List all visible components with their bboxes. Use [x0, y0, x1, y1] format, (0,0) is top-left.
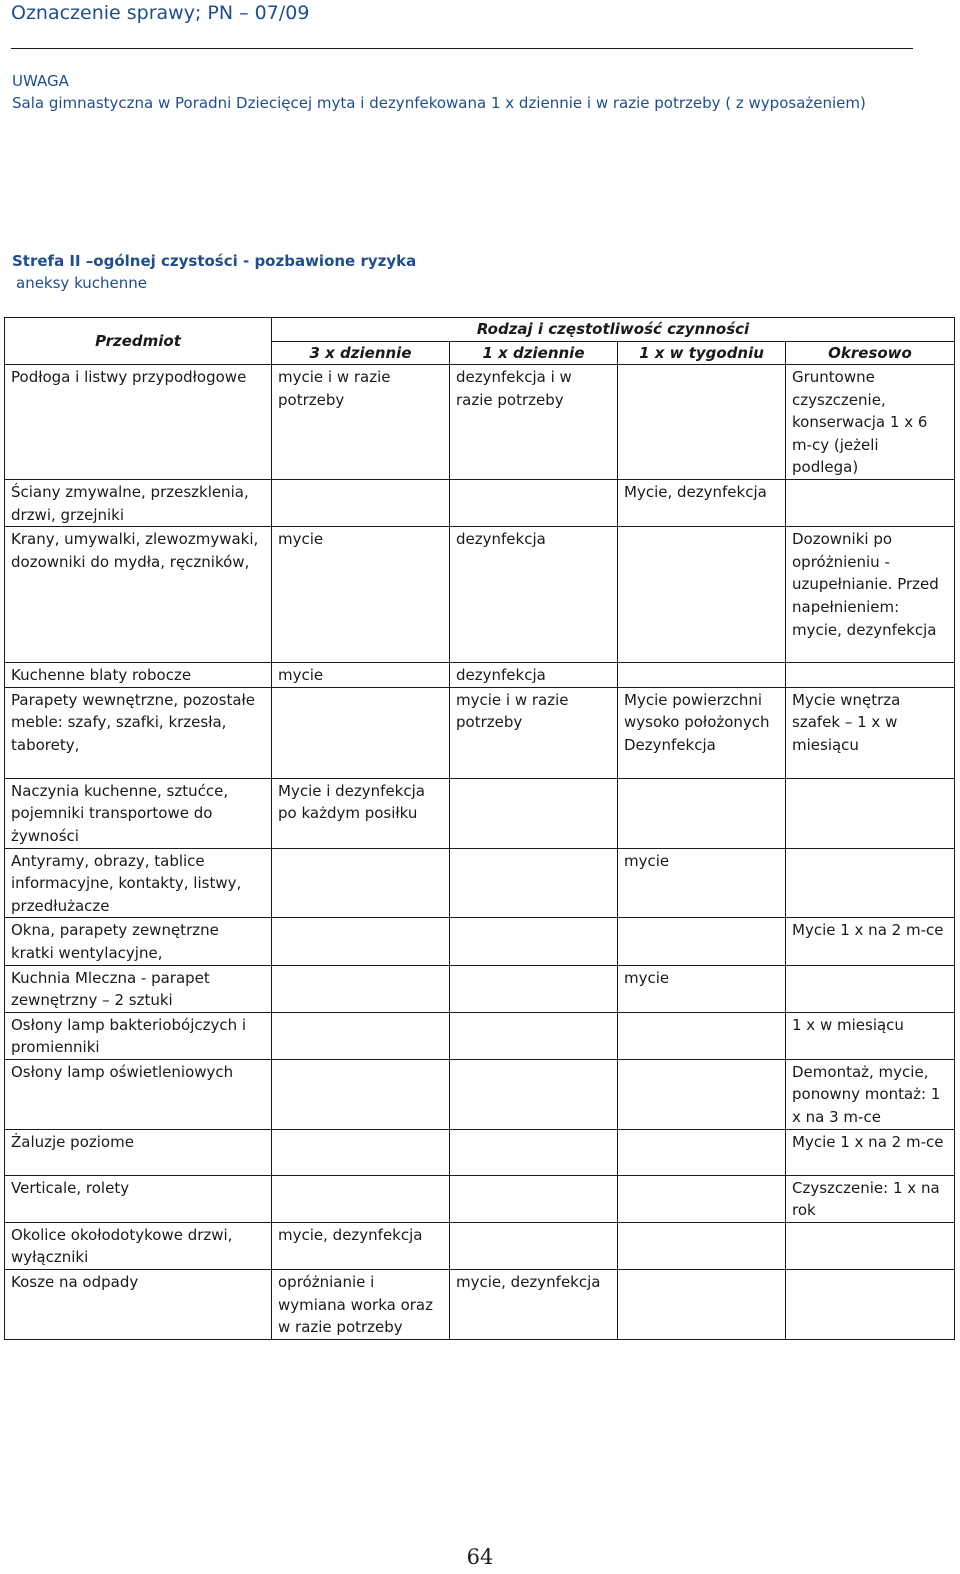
subject-cell: Kuchenne blaty robocze [5, 663, 272, 688]
weekly-cell: Mycie, dezynfekcja [618, 479, 786, 526]
weekly-cell [618, 1222, 786, 1269]
periodic-cell [786, 1270, 955, 1340]
once-daily-cell [450, 1175, 618, 1222]
column-header-3x-daily: 3 x dziennie [272, 342, 450, 365]
weekly-cell [618, 778, 786, 848]
table-row [5, 687, 955, 778]
column-header-weekly: 1 x w tygodniu [618, 342, 786, 365]
note-label: UWAGA [12, 72, 69, 90]
periodic-cell [786, 848, 955, 918]
subject-cell: Osłony lamp oświetleniowych [5, 1059, 272, 1129]
subject-cell: Verticale, rolety [5, 1175, 272, 1222]
three-daily-cell [272, 1175, 450, 1222]
table-header-row [5, 318, 955, 342]
table-row [5, 1222, 955, 1269]
subject-cell: Naczynia kuchenne, sztućce, pojemniki transportowe do żywności [5, 778, 272, 848]
three-daily-cell: opróżnianie i wymiana worka oraz w razie potrzeby [272, 1270, 450, 1340]
subject-cell: Antyramy, obrazy, tablice informacyjne, kontakty, listwy, przedłużacze [5, 848, 272, 918]
periodic-cell: Mycie wnętrza szafek – 1 x w miesiącu [786, 687, 955, 778]
once-daily-cell: dezynfekcja [450, 663, 618, 688]
page-number: 64 [466, 1545, 494, 1569]
table-row [5, 479, 955, 526]
table-row [5, 1059, 955, 1129]
three-daily-cell [272, 1129, 450, 1175]
weekly-cell [618, 1059, 786, 1129]
weekly-cell [618, 1175, 786, 1222]
periodic-cell [786, 663, 955, 688]
weekly-cell [618, 365, 786, 480]
column-header-periodic: Okresowo [786, 342, 955, 365]
periodic-cell: Demontaż, mycie, ponowny montaż: 1 x na 3 m-ce [786, 1059, 955, 1129]
table-row [5, 663, 955, 688]
periodic-cell: Mycie 1 x na 2 m-ce [786, 918, 955, 965]
weekly-cell [618, 663, 786, 688]
once-daily-cell [450, 778, 618, 848]
frequency-group-header: Rodzaj i częstotliwość czynności [272, 318, 955, 342]
subject-cell: Podłoga i listwy przypodłogowe [5, 365, 272, 480]
subject-header: Przedmiot [5, 318, 272, 365]
weekly-cell [618, 1270, 786, 1340]
table-row [5, 965, 955, 1012]
subject-cell: Parapety wewnętrzne, pozostałe meble: szafy, szafki, krzesła, taborety, [5, 687, 272, 778]
zone-title: Strefa II –ogólnej czystości - pozbawione ryzyka [12, 252, 417, 270]
once-daily-cell: mycie i w razie potrzeby [450, 687, 618, 778]
zone-subtitle: aneksy kuchenne [16, 274, 148, 292]
weekly-cell [618, 918, 786, 965]
weekly-cell: Mycie powierzchni wysoko położonych Dezynfekcja [618, 687, 786, 778]
once-daily-cell [450, 918, 618, 965]
weekly-cell: mycie [618, 965, 786, 1012]
three-daily-cell: mycie [272, 527, 450, 663]
weekly-cell [618, 1012, 786, 1059]
once-daily-cell [450, 965, 618, 1012]
subject-cell: Krany, umywalki, zlewozmywaki, dozowniki do mydła, ręczników, [5, 527, 272, 663]
three-daily-cell [272, 918, 450, 965]
subject-cell: Kosze na odpady [5, 1270, 272, 1340]
periodic-cell: 1 x w miesiącu [786, 1012, 955, 1059]
once-daily-cell [450, 479, 618, 526]
periodic-cell: Czyszczenie: 1 x na rok [786, 1175, 955, 1222]
periodic-cell: Mycie 1 x na 2 m-ce [786, 1129, 955, 1175]
case-title: Oznaczenie sprawy; PN – 07/09 [11, 2, 310, 24]
table-row [5, 848, 955, 918]
weekly-cell [618, 1129, 786, 1175]
three-daily-cell: Mycie i dezynfekcja po każdym posiłku [272, 778, 450, 848]
weekly-cell [618, 527, 786, 663]
three-daily-cell [272, 965, 450, 1012]
subject-cell: Okolice okołodotykowe drzwi, wyłączniki [5, 1222, 272, 1269]
once-daily-cell [450, 1059, 618, 1129]
three-daily-cell [272, 479, 450, 526]
once-daily-cell: dezynfekcja i w razie potrzeby [450, 365, 618, 480]
three-daily-cell [272, 848, 450, 918]
periodic-cell: Gruntowne czyszczenie, konserwacja 1 x 6 m-cy (jeżeli podlega) [786, 365, 955, 480]
table-row [5, 527, 955, 663]
once-daily-cell [450, 1012, 618, 1059]
note-text: Sala gimnastyczna w Poradni Dziecięcej myta i dezynfekowana 1 x dziennie i w razie potrzeby ( z wyposażeniem) [12, 94, 866, 112]
subject-cell: Okna, parapety zewnętrzne kratki wentylacyjne, [5, 918, 272, 965]
three-daily-cell [272, 1059, 450, 1129]
three-daily-cell [272, 1012, 450, 1059]
table-row [5, 1175, 955, 1222]
column-header-1x-daily: 1 x dziennie [450, 342, 618, 365]
subject-cell: Ściany zmywalne, przeszklenia, drzwi, grzejniki [5, 479, 272, 526]
subject-cell: Żaluzje poziome [5, 1129, 272, 1175]
once-daily-cell [450, 1222, 618, 1269]
periodic-cell [786, 965, 955, 1012]
once-daily-cell: mycie, dezynfekcja [450, 1270, 618, 1340]
periodic-cell [786, 479, 955, 526]
table-row [5, 1129, 955, 1175]
once-daily-cell: dezynfekcja [450, 527, 618, 663]
weekly-cell: mycie [618, 848, 786, 918]
table-row [5, 1270, 955, 1340]
subject-cell: Osłony lamp bakteriobójczych i promienniki [5, 1012, 272, 1059]
table-row [5, 1012, 955, 1059]
periodic-cell [786, 1222, 955, 1269]
once-daily-cell [450, 1129, 618, 1175]
subject-cell: Kuchnia Mleczna - parapet zewnętrzny – 2 sztuki [5, 965, 272, 1012]
three-daily-cell [272, 687, 450, 778]
cleaning-schedule-table [4, 317, 955, 1340]
periodic-cell: Dozowniki po opróżnieniu - uzupełnianie. Przed napełnieniem: mycie, dezynfekcja [786, 527, 955, 663]
three-daily-cell: mycie, dezynfekcja [272, 1222, 450, 1269]
case-title-rule [11, 48, 913, 49]
table-row [5, 365, 955, 480]
three-daily-cell: mycie i w razie potrzeby [272, 365, 450, 480]
periodic-cell [786, 778, 955, 848]
table-row [5, 918, 955, 965]
once-daily-cell [450, 848, 618, 918]
table-row [5, 778, 955, 848]
three-daily-cell: mycie [272, 663, 450, 688]
